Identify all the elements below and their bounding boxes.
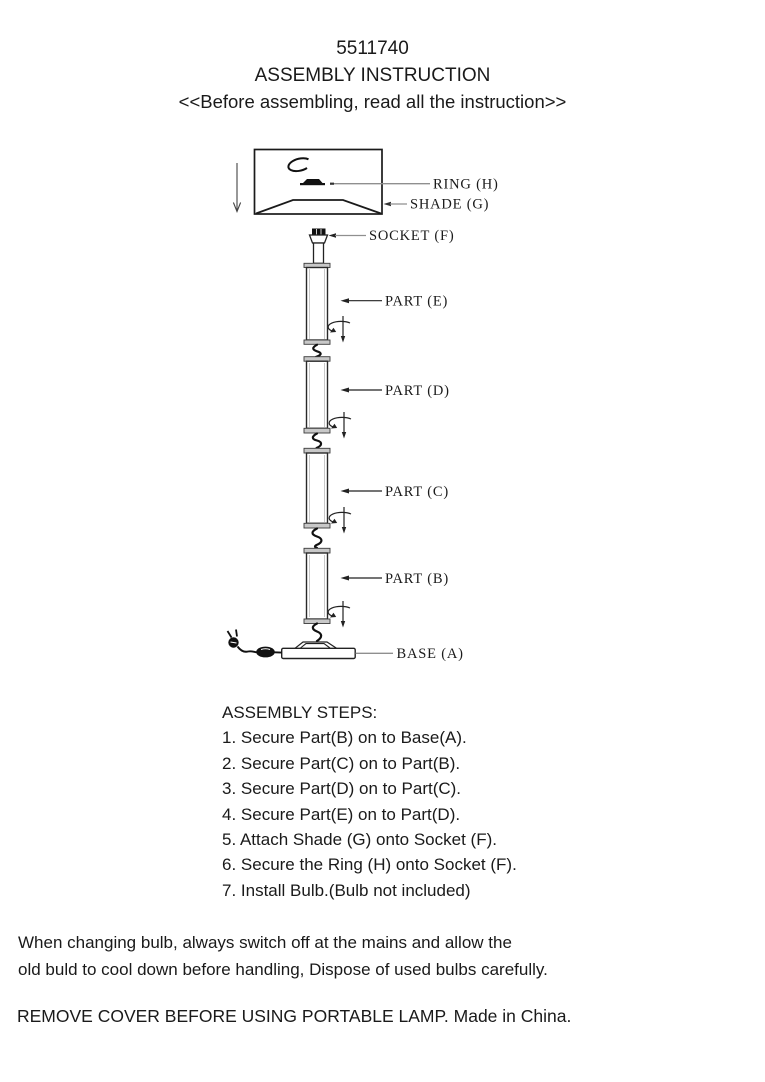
socket-leader — [329, 233, 367, 237]
page-title: ASSEMBLY INSTRUCTION — [254, 64, 491, 86]
part-e-drawing — [304, 263, 330, 344]
lamp-assembly-diagram — [0, 140, 765, 685]
model-number: 5511740 — [336, 38, 409, 59]
cover-notice: REMOVE COVER BEFORE USING PORTABLE LAMP. Made in China. — [17, 1006, 572, 1026]
ring-label: RING (H) — [433, 176, 499, 193]
screw-rotation-icon — [329, 507, 351, 534]
shade-leader — [384, 202, 408, 206]
assembly-steps-section — [222, 700, 517, 903]
part-d-leader — [341, 388, 383, 393]
part-e-leader — [341, 298, 383, 303]
socket-drawing — [310, 229, 328, 264]
part-d-drawing — [304, 357, 330, 433]
joint-thread-d-c — [313, 434, 321, 449]
bulb-warning — [18, 929, 548, 984]
part-b-label: PART (B) — [385, 570, 449, 587]
joint-thread-c-b — [313, 529, 322, 549]
part-c-label: PART (C) — [385, 483, 449, 500]
assembly-step: 5. Attach Shade (G) onto Socket (F). — [222, 830, 497, 850]
document-header — [0, 36, 745, 116]
socket-label: SOCKET (F) — [369, 228, 455, 244]
part-e-label: PART (E) — [385, 293, 449, 310]
page-subtitle: <<Before assembling, read all the instruction>> — [178, 91, 567, 112]
screw-rotation-icon — [329, 412, 351, 439]
assembly-step: 6. Secure the Ring (H) onto Socket (F). — [222, 855, 517, 875]
screw-rotation-icon — [328, 601, 350, 628]
bulb-warning-line: old buld to cool down before handling, Dispose of used bulbs carefully. — [18, 960, 548, 980]
assembly-step: 4. Secure Part(E) on to Part(D). — [222, 804, 461, 824]
joint-thread-e-d — [313, 345, 320, 357]
assembly-step: 3. Secure Part(D) on to Part(C). — [222, 779, 462, 799]
part-b-leader — [341, 576, 383, 581]
screw-rotation-icon — [328, 316, 350, 343]
down-arrow-icon — [233, 163, 240, 212]
shade-label: SHADE (G) — [410, 196, 490, 213]
cord-b-to-base — [313, 624, 321, 642]
assembly-step: 1. Secure Part(B) on to Base(A). — [222, 728, 467, 748]
part-c-leader — [341, 489, 383, 494]
base-drawing — [282, 642, 356, 659]
bulb-warning-line: When changing bulb, always switch off at the mains and allow the — [18, 933, 512, 952]
part-b-drawing — [304, 548, 330, 623]
power-cord-drawing — [228, 630, 282, 658]
part-c-drawing — [304, 448, 330, 528]
base-label: BASE (A) — [396, 646, 464, 662]
assembly-steps-heading: ASSEMBLY STEPS: — [222, 703, 378, 722]
assembly-step: 7. Install Bulb.(Bulb not included) — [222, 880, 471, 900]
assembly-step: 2. Secure Part(C) on to Part(B). — [222, 753, 461, 773]
part-d-label: PART (D) — [385, 382, 450, 399]
